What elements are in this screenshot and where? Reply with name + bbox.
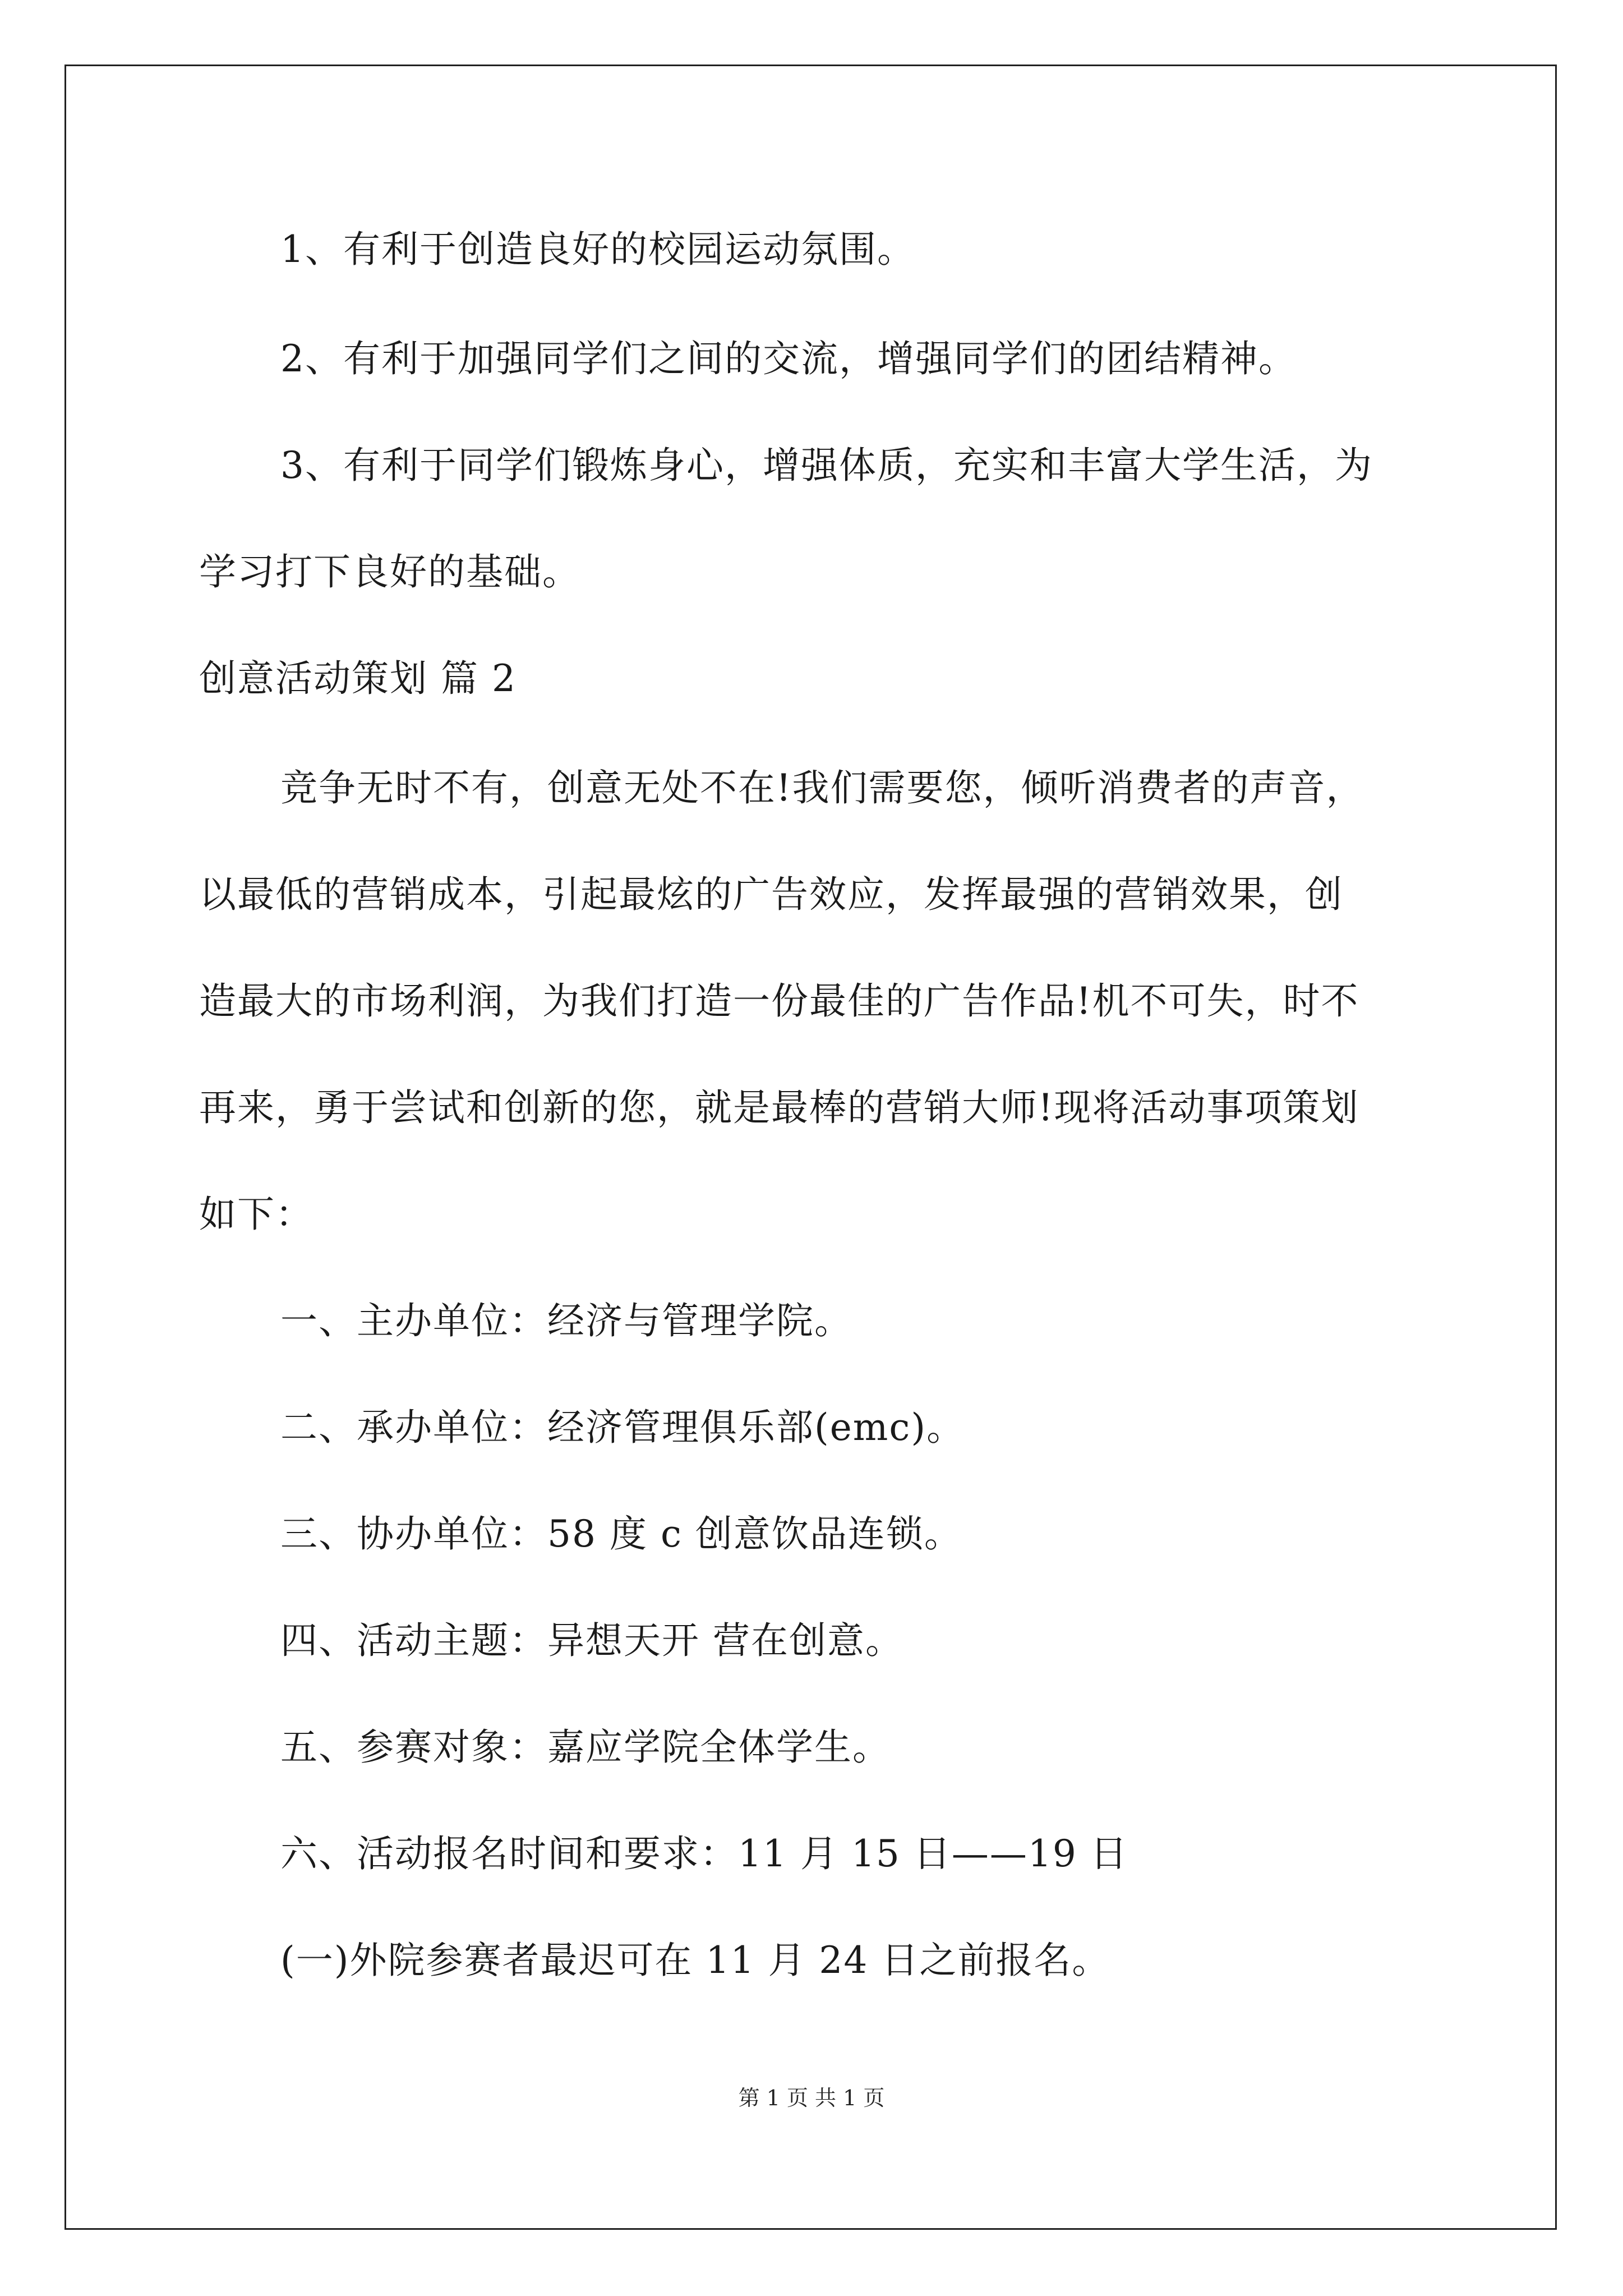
paragraph-point-3-continued: 学习打下良好的基础。: [199, 550, 580, 593]
paragraph-point-1: 1、有利于创造良好的校园运动氛围。: [280, 228, 915, 271]
list-item-registration: 六、活动报名时间和要求：11 月 15 日——19 日: [280, 1832, 1128, 1875]
intro-line-3: 造最大的市场利润，为我们打造一份最佳的广告作品!机不可失，时不: [199, 979, 1359, 1023]
intro-line-1: 竞争无时不有，创意无处不在!我们需要您，倾听消费者的声音，: [280, 766, 1364, 809]
list-item-external-registration: (一)外院参赛者最迟可在 11 月 24 日之前报名。: [280, 1939, 1110, 1982]
page-footer: 第 1 页 共 1 页: [738, 2086, 885, 2110]
intro-line-5: 如下：: [199, 1193, 313, 1236]
section-heading: 创意活动策划 篇 2: [199, 657, 517, 700]
page-border: [64, 65, 1557, 2230]
list-item-co-organizer: 三、协办单位：58 度 c 创意饮品连锁。: [280, 1512, 962, 1556]
intro-line-2: 以最低的营销成本，引起最炫的广告效应，发挥最强的营销效果，创: [199, 873, 1343, 916]
list-item-host: 二、承办单位：经济管理俱乐部(emc)。: [280, 1406, 965, 1449]
list-item-participants: 五、参赛对象：嘉应学院全体学生。: [280, 1726, 891, 1769]
intro-line-4: 再来，勇于尝试和创新的您，就是最棒的营销大师!现将活动事项策划: [199, 1086, 1359, 1129]
paragraph-point-2: 2、有利于加强同学们之间的交流，增强同学们的团结精神。: [280, 337, 1297, 380]
list-item-organizer: 一、主办单位：经济与管理学院。: [280, 1299, 852, 1342]
paragraph-point-3: 3、有利于同学们锻炼身心，增强体质，充实和丰富大学生活，为: [280, 444, 1373, 487]
list-item-theme: 四、活动主题：异想天开 营在创意。: [280, 1619, 903, 1662]
